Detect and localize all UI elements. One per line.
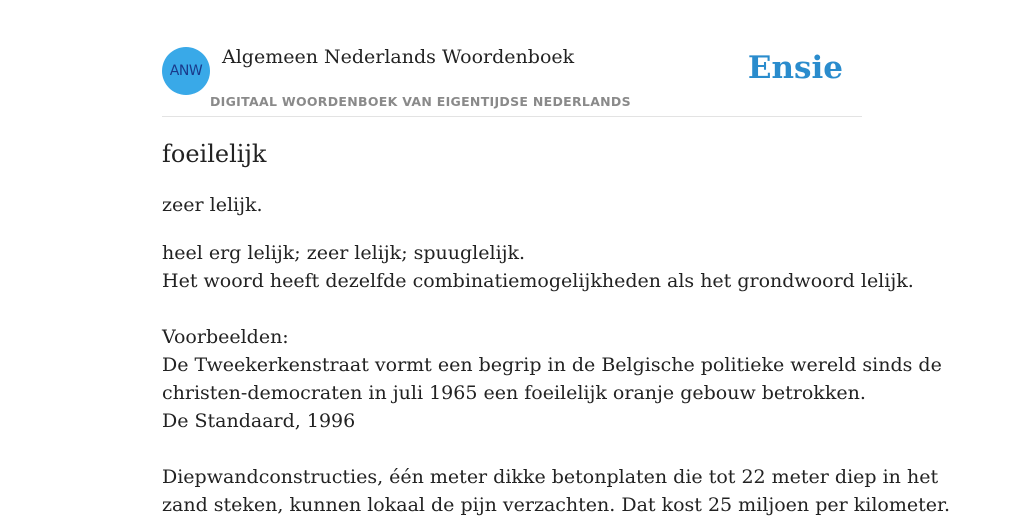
page-container [162,0,951,516]
example-line: christen-democraten in juli 1965 een foeilelijk oranje gebouw betrokken. [162,382,866,404]
site-subtitle: DIGITAAL WOORDENBOEK VAN EIGENTIJDSE NEDERLANDS [210,94,631,109]
definition-line: heel erg lelijk; zeer lelijk; spuuglelijk. [162,242,526,264]
definition-note: Het woord heeft dezelfde combinatiemogelijkheden als het grondwoord lelijk. [162,270,914,292]
examples-heading: Voorbeelden: [162,326,289,348]
entry-headword: foeilelijk [162,140,267,168]
entry-body [162,239,951,519]
example-line: zand steken, kunnen lokaal de pijn verzachten. Dat kost 25 miljoen per kilometer. [162,494,951,516]
anw-logo[interactable]: ANW [162,47,210,95]
blank-line [162,435,882,463]
blank-line [162,295,882,323]
entry-short-definition: zeer lelijk. [162,194,263,216]
ensie-brand-link[interactable]: Ensie [747,50,843,86]
site-title-link[interactable]: Algemeen Nederlands Woordenboek [222,46,575,68]
site-header [162,0,862,117]
example-line: Diepwandconstructies, één meter dikke betonplaten die tot 22 meter diep in het [162,466,939,488]
example-source: De Standaard, 1996 [162,410,356,432]
example-line: De Tweekerkenstraat vormt een begrip in de Belgische politieke wereld sinds de [162,354,942,376]
